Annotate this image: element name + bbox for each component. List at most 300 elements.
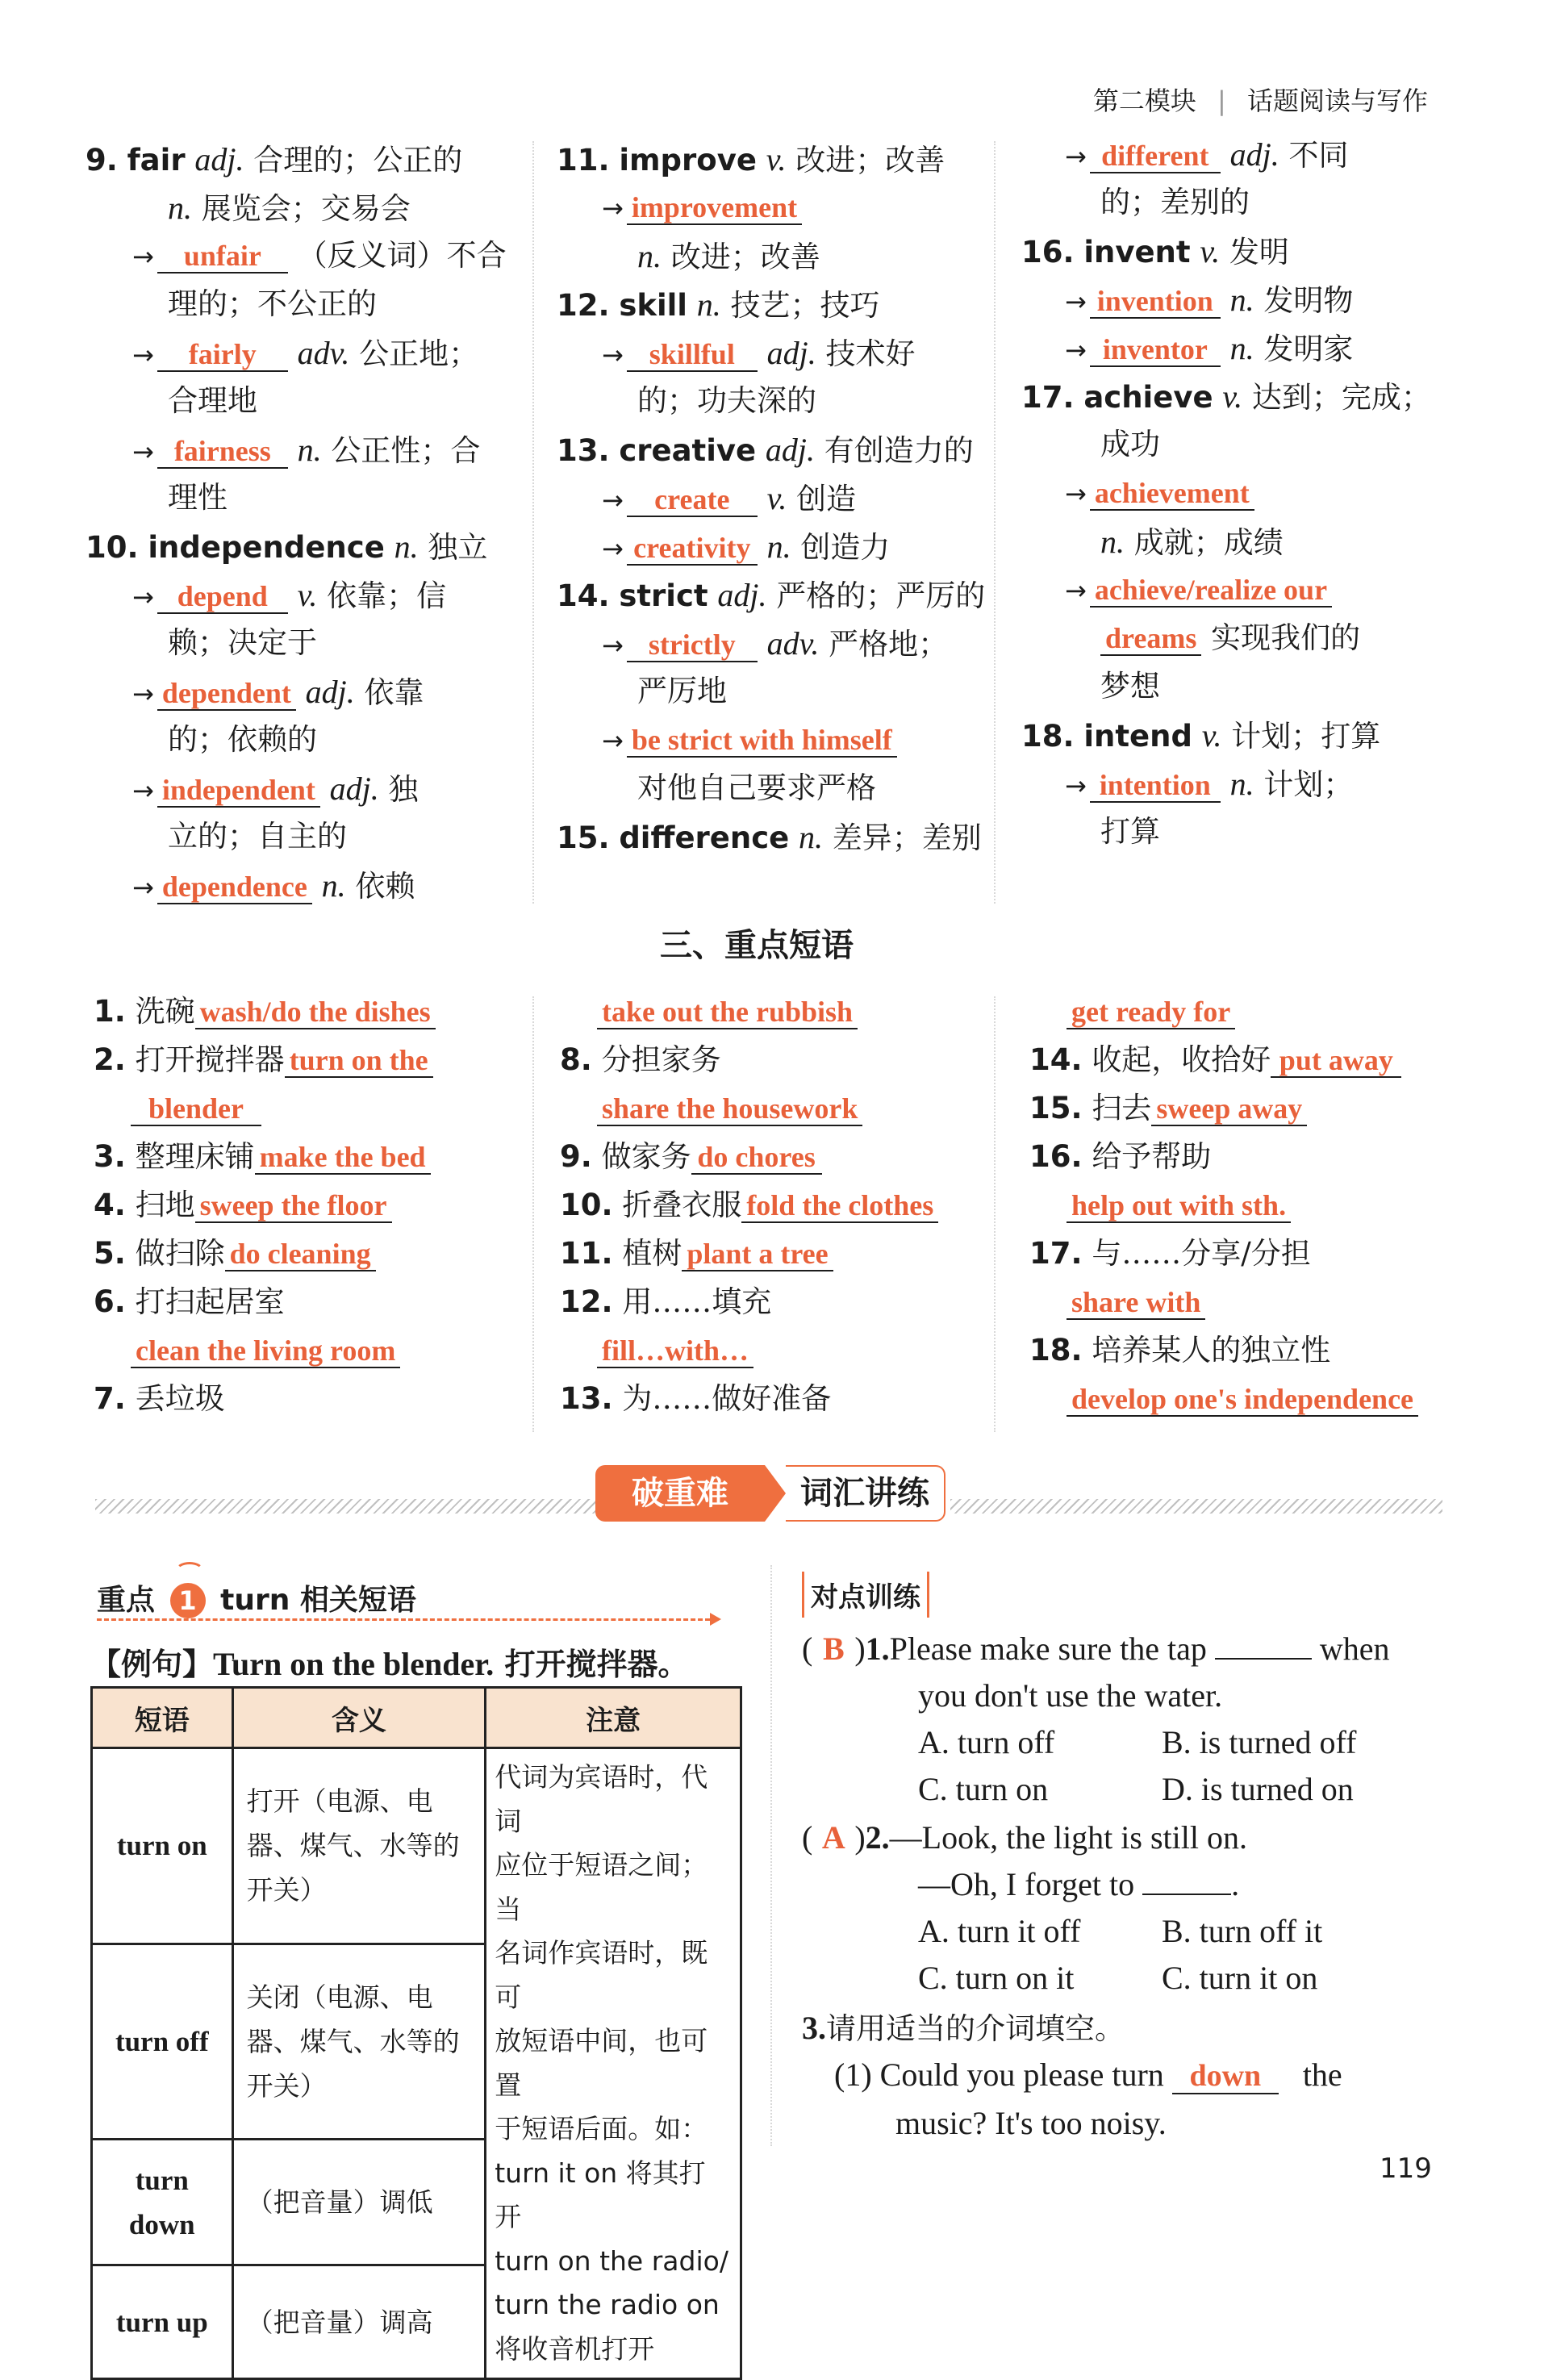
arrow-icon: → bbox=[602, 630, 624, 661]
vocab-line bbox=[86, 528, 488, 565]
phrase-number: 12. bbox=[560, 1284, 613, 1319]
answer-blank: intention bbox=[1090, 770, 1221, 803]
part-of-speech: n. bbox=[696, 286, 721, 323]
phrase-chinese: 打开搅拌器 bbox=[135, 1042, 285, 1077]
option-1b: B. is turned off bbox=[1162, 1724, 1357, 1760]
part-of-speech: adj. bbox=[329, 770, 379, 807]
phrase-line bbox=[1029, 1093, 1307, 1126]
part-of-speech: n. bbox=[321, 867, 346, 904]
part-of-speech: adj. bbox=[765, 432, 816, 468]
answer-blank: fold the clothes bbox=[741, 1191, 938, 1223]
table-cell-phrase: turn off bbox=[92, 1944, 233, 2140]
phrase-chinese: 做家务 bbox=[601, 1139, 691, 1174]
phrase-line bbox=[1067, 996, 1235, 1029]
meaning: 依靠 bbox=[364, 675, 424, 710]
part-of-speech: v. bbox=[1201, 717, 1222, 754]
note-line: 名词作宾语时，既可 bbox=[495, 1937, 708, 2013]
answer-blank: achieve/realize our bbox=[1090, 575, 1332, 608]
arrow-icon: → bbox=[1065, 141, 1087, 172]
phrase-chinese: 给予帮助 bbox=[1092, 1139, 1212, 1174]
meaning: 发明 bbox=[1229, 235, 1289, 269]
answer-blank: make the bed bbox=[255, 1142, 431, 1175]
answer-blank: dependent bbox=[157, 679, 296, 711]
headword: skill bbox=[619, 288, 687, 323]
vocab-line bbox=[168, 722, 317, 757]
meaning: 合理地 bbox=[168, 383, 257, 418]
meaning: 改进；改善 bbox=[670, 240, 820, 274]
part-of-speech: n. bbox=[394, 528, 419, 565]
vocab-line bbox=[132, 579, 446, 614]
answer-blank: take out the rubbish bbox=[597, 997, 858, 1029]
phrase-line bbox=[1029, 1335, 1330, 1365]
keypoint-heading bbox=[97, 1577, 416, 1618]
phrase-line bbox=[597, 1093, 862, 1126]
meaning: 技术好 bbox=[825, 336, 916, 371]
vocab-line bbox=[602, 724, 897, 758]
meaning: 公正地； bbox=[359, 336, 479, 371]
vocab-line bbox=[602, 482, 856, 517]
answer-blank: strictly bbox=[627, 630, 758, 662]
table-header: 短语 bbox=[92, 1688, 233, 1748]
answer-blank: blender bbox=[131, 1094, 261, 1126]
banner-right: 词汇讲练 bbox=[786, 1465, 945, 1522]
answer-1: B bbox=[822, 1631, 845, 1667]
part-of-speech: v. bbox=[1200, 233, 1221, 269]
phrase-chinese: 整理床铺 bbox=[135, 1139, 255, 1174]
phrase-number: 18. bbox=[1029, 1333, 1083, 1367]
answer-blank: invention bbox=[1090, 286, 1221, 319]
answer-blank: put away bbox=[1271, 1046, 1401, 1078]
headword: invent bbox=[1083, 235, 1191, 269]
meaning: 不同 bbox=[1288, 138, 1349, 173]
phrase-chinese: 丢垃圾 bbox=[135, 1381, 225, 1416]
arrow-icon: → bbox=[132, 775, 154, 806]
headword: achieve bbox=[1083, 380, 1213, 415]
entry-number: 13. bbox=[557, 433, 610, 468]
part-of-speech: n. bbox=[766, 528, 791, 565]
phrase-number: 3. bbox=[94, 1139, 126, 1174]
vocab-line bbox=[132, 240, 507, 273]
entry-number: 17. bbox=[1021, 380, 1075, 415]
phrase-line bbox=[94, 996, 436, 1029]
note-line: turn it on 将其打开 bbox=[495, 2157, 706, 2232]
vocab-line bbox=[637, 770, 876, 805]
phrase-line bbox=[597, 1335, 753, 1368]
entry-number: 18. bbox=[1021, 719, 1075, 754]
answer-blank: fill…with… bbox=[597, 1336, 753, 1368]
entry-number: 16. bbox=[1021, 235, 1075, 269]
phrase-chinese: 培养某人的独立性 bbox=[1092, 1333, 1331, 1367]
vocab-line bbox=[168, 383, 257, 418]
answer-blank: get ready for bbox=[1067, 997, 1235, 1029]
answer-blank: do cleaning bbox=[225, 1239, 376, 1271]
answer-3-1: down bbox=[1172, 2061, 1279, 2094]
option-2c: C. turn on it bbox=[918, 1960, 1075, 1996]
phrase-line bbox=[560, 1139, 822, 1175]
phrase-number: 16. bbox=[1029, 1139, 1083, 1174]
part-of-speech: n. bbox=[1229, 330, 1254, 366]
column-divider bbox=[532, 141, 534, 904]
vocab-line bbox=[602, 337, 915, 372]
entry-number: 9. bbox=[86, 143, 118, 177]
section-banner bbox=[595, 1465, 944, 1522]
vocab-line bbox=[1065, 574, 1332, 608]
vocab-line bbox=[1100, 814, 1160, 849]
banner-left: 破重难 bbox=[595, 1465, 765, 1522]
part-of-speech: n. bbox=[1229, 766, 1254, 802]
meaning: 发明物 bbox=[1263, 283, 1354, 318]
example-tag: 【例句】 bbox=[90, 1647, 214, 1682]
meaning: 对他自己要求严格 bbox=[637, 770, 876, 805]
phrase-number: 1. bbox=[94, 994, 126, 1029]
phrase-line bbox=[94, 1381, 225, 1416]
part-of-speech: adv. bbox=[297, 335, 350, 371]
meaning: 严格的；严厉的 bbox=[776, 578, 986, 613]
vocab-line bbox=[557, 579, 985, 612]
part-of-speech: v. bbox=[1222, 378, 1243, 415]
phrase-chinese: 植树 bbox=[622, 1236, 682, 1271]
phrase-number: 10. bbox=[560, 1188, 613, 1222]
vocab-line bbox=[602, 192, 802, 225]
arrow-icon: → bbox=[602, 533, 624, 564]
arrow-icon: → bbox=[1065, 478, 1087, 509]
entry-number: 10. bbox=[86, 530, 139, 565]
meaning: 理性 bbox=[168, 480, 227, 515]
answer-blank: independent bbox=[157, 775, 320, 808]
meaning: 立的；自主的 bbox=[168, 819, 347, 854]
turn-phrase-table bbox=[90, 1686, 742, 2380]
phrase-chinese: 扫地 bbox=[135, 1188, 195, 1222]
meaning: 成功 bbox=[1100, 427, 1160, 461]
phrase-chinese: 打扫起居室 bbox=[135, 1284, 285, 1319]
answer-blank: different bbox=[1090, 141, 1221, 173]
meaning: 计划； bbox=[1263, 767, 1354, 802]
vocab-line bbox=[1100, 526, 1284, 558]
arrow-icon: → bbox=[602, 725, 624, 756]
vocab-line bbox=[168, 819, 347, 854]
arrow-icon: → bbox=[1065, 286, 1087, 317]
meaning: 成就；成绩 bbox=[1133, 525, 1284, 560]
phrase-line bbox=[94, 1139, 431, 1175]
phrase-chinese: 与……分享/分担 bbox=[1092, 1236, 1311, 1271]
answer-blank: fairness bbox=[157, 436, 288, 469]
banner-hatch-left bbox=[95, 1499, 595, 1514]
table-cell-meaning: 打开（电源、电器、煤气、水等的开关） bbox=[232, 1748, 486, 1944]
header-topic: 话题阅读与写作 bbox=[1246, 86, 1428, 116]
option-2b: B. turn off it bbox=[1162, 1913, 1323, 1949]
phrase-line bbox=[131, 1093, 261, 1126]
running-header: 第二模块 | 话题阅读与写作 bbox=[1092, 86, 1428, 116]
meaning: 赖；决定于 bbox=[168, 625, 317, 660]
vocab-line bbox=[132, 434, 480, 469]
meaning: 发明家 bbox=[1263, 332, 1354, 366]
headword: creative bbox=[619, 433, 757, 468]
headword: intend bbox=[1083, 719, 1192, 754]
entry-number: 11. bbox=[557, 143, 610, 177]
meaning: 的；功夫深的 bbox=[637, 383, 816, 418]
vocab-line bbox=[1065, 332, 1353, 367]
headword: strict bbox=[619, 578, 708, 613]
vocab-line bbox=[1065, 768, 1353, 803]
table-header: 含义 bbox=[232, 1688, 486, 1748]
question-1: ( B )1.Please make sure the tap when bbox=[802, 1631, 1390, 1667]
headword: fair bbox=[127, 143, 186, 177]
vocab-line bbox=[557, 286, 880, 323]
answer-blank: wash/do the dishes bbox=[195, 997, 436, 1029]
vocab-line bbox=[132, 770, 419, 808]
vocab-line bbox=[1021, 717, 1381, 754]
vocab-line bbox=[1065, 136, 1349, 173]
phrase-number: 2. bbox=[94, 1042, 126, 1077]
question-2-line2: —Oh, I forget to . bbox=[918, 1866, 1240, 1902]
vocab-line bbox=[557, 434, 974, 466]
answer-blank: turn on the bbox=[285, 1046, 433, 1078]
vocab-line bbox=[1021, 378, 1431, 415]
meaning: 依赖 bbox=[355, 869, 415, 904]
answer-blank: help out with sth. bbox=[1067, 1191, 1291, 1223]
table-cell-meaning: 关闭（电源、电器、煤气、水等的开关） bbox=[232, 1944, 486, 2140]
meaning: 技艺；技巧 bbox=[730, 288, 880, 323]
question-3-sub1-line2: music? It's too noisy. bbox=[895, 2105, 1167, 2141]
phrase-line bbox=[560, 1238, 833, 1271]
meaning: 独立 bbox=[428, 530, 488, 565]
note-line: 应位于短语之间；当 bbox=[495, 1849, 708, 1925]
arrow-head-icon bbox=[710, 1613, 721, 1626]
arrow-icon: → bbox=[132, 436, 154, 467]
arrow-icon: → bbox=[1065, 770, 1087, 801]
part-of-speech: n. bbox=[297, 432, 322, 468]
phrase-number: 9. bbox=[560, 1139, 592, 1174]
part-of-speech: v. bbox=[766, 480, 787, 516]
example-cn: 打开搅拌器。 bbox=[504, 1647, 689, 1682]
vocab-line bbox=[168, 625, 317, 660]
arrow-icon: → bbox=[132, 340, 154, 370]
phrase-chinese: 洗碗 bbox=[135, 994, 195, 1029]
option-1d: D. is turned on bbox=[1162, 1771, 1354, 1807]
table-cell-meaning: （把音量）调低 bbox=[232, 2140, 486, 2265]
phrase-line bbox=[131, 1335, 400, 1368]
note-line: turn on the radio/ bbox=[495, 2244, 728, 2277]
example-sentence bbox=[90, 1639, 689, 1684]
meaning: 有创造力的 bbox=[824, 433, 974, 468]
meaning: 的；差别的 bbox=[1100, 185, 1250, 219]
phrase-line bbox=[560, 1381, 832, 1416]
part-of-speech: adj. bbox=[194, 141, 244, 177]
vocab-line bbox=[1100, 669, 1160, 704]
table-cell-meaning: （把音量）调高 bbox=[232, 2265, 486, 2379]
column-divider bbox=[770, 1565, 772, 2146]
meaning: 依靠；信 bbox=[327, 578, 447, 613]
meaning: 改进；改善 bbox=[795, 143, 945, 177]
note-line: 于短语后面。如： bbox=[495, 2113, 708, 2144]
vocab-line bbox=[132, 337, 478, 372]
phrase-number: 11. bbox=[560, 1236, 613, 1271]
phrase-number: 14. bbox=[1029, 1042, 1083, 1077]
meaning: 创造 bbox=[796, 482, 857, 516]
phrase-line bbox=[1067, 1384, 1418, 1417]
part-of-speech: n. bbox=[168, 190, 192, 226]
part-of-speech: adj. bbox=[717, 577, 767, 613]
phrase-line bbox=[94, 1042, 433, 1078]
phrase-line bbox=[94, 1284, 285, 1319]
meaning: （反义词）不合 bbox=[297, 238, 507, 273]
arrow-icon: → bbox=[132, 241, 154, 272]
section-title: 三、重点短语 bbox=[660, 927, 854, 964]
column-divider bbox=[994, 141, 996, 904]
header-module: 第二模块 bbox=[1092, 86, 1196, 116]
column-divider bbox=[532, 996, 534, 1432]
vocab-line bbox=[168, 480, 227, 515]
table-cell-phrase: turn up bbox=[92, 2265, 233, 2379]
keypoint-title: turn 相关短语 bbox=[220, 1584, 416, 1617]
part-of-speech: n. bbox=[1100, 524, 1125, 560]
part-of-speech: adj. bbox=[305, 674, 355, 710]
meaning: 展览会；交易会 bbox=[201, 191, 411, 226]
phrase-chinese: 为……做好准备 bbox=[622, 1381, 832, 1416]
arrow-icon: → bbox=[132, 872, 154, 903]
vocab-line bbox=[637, 240, 820, 273]
answer-blank: creativity bbox=[627, 533, 758, 566]
entry-number: 15. bbox=[557, 820, 610, 855]
phrase-line bbox=[560, 1284, 772, 1319]
page-number: 119 bbox=[1380, 2152, 1432, 2185]
keypoint-dashed-arrow bbox=[97, 1618, 710, 1621]
keypoint-label: 重点 bbox=[97, 1584, 156, 1617]
table-header: 注意 bbox=[486, 1688, 741, 1748]
vocab-line bbox=[557, 141, 945, 177]
arrow-icon: → bbox=[1065, 575, 1087, 606]
option-2a: A. turn it off bbox=[918, 1913, 1081, 1949]
phrase-chinese: 分担家务 bbox=[601, 1042, 721, 1077]
headword: independence bbox=[148, 530, 385, 565]
part-of-speech: adj. bbox=[1229, 136, 1279, 173]
answer-blank: be strict with himself bbox=[627, 725, 897, 758]
part-of-speech: v. bbox=[297, 577, 318, 613]
meaning: 公正性；合 bbox=[331, 433, 481, 468]
vocab-line bbox=[1065, 478, 1254, 511]
phrase-chinese: 做扫除 bbox=[135, 1236, 225, 1271]
phrase-number: 5. bbox=[94, 1236, 126, 1271]
phrase-number: 4. bbox=[94, 1188, 126, 1222]
vocab-line bbox=[86, 141, 463, 177]
phrase-line bbox=[1067, 1190, 1291, 1223]
phrase-line bbox=[94, 1190, 392, 1223]
answer-blank: dreams bbox=[1100, 624, 1201, 656]
answer-blank: depend bbox=[157, 582, 288, 614]
phrase-number: 8. bbox=[560, 1042, 592, 1077]
entry-number: 12. bbox=[557, 288, 610, 323]
option-1c: C. turn on bbox=[918, 1771, 1049, 1807]
vocab-line bbox=[1065, 284, 1353, 319]
phrase-number: 17. bbox=[1029, 1236, 1083, 1271]
answer-blank: achievement bbox=[1090, 478, 1254, 511]
meaning: 打算 bbox=[1100, 814, 1160, 849]
table-cell-phrase: turn on bbox=[92, 1748, 233, 1944]
meaning: 实现我们的 bbox=[1211, 620, 1361, 655]
part-of-speech: n. bbox=[799, 819, 824, 855]
answer-blank: improvement bbox=[627, 193, 802, 225]
phrase-chinese: 收起，收拾好 bbox=[1092, 1042, 1271, 1077]
headword: difference bbox=[619, 820, 790, 855]
answer-blank: sweep the floor bbox=[195, 1191, 392, 1223]
signal-icon bbox=[175, 1562, 204, 1580]
answer-blank: skillful bbox=[627, 340, 758, 372]
meaning: 的；依赖的 bbox=[168, 722, 317, 757]
answer-blank: do chores bbox=[691, 1142, 822, 1175]
banner-arrow bbox=[765, 1465, 786, 1522]
part-of-speech: v. bbox=[766, 141, 787, 177]
meaning: 严厉地 bbox=[637, 674, 727, 708]
arrow-icon: → bbox=[132, 582, 154, 612]
meaning: 创造力 bbox=[800, 530, 891, 565]
vocab-line bbox=[557, 821, 982, 854]
arrow-icon: → bbox=[132, 679, 154, 709]
part-of-speech: adv. bbox=[766, 625, 820, 662]
answer-blank: share the housework bbox=[597, 1094, 862, 1126]
answer-blank: develop one's independence bbox=[1067, 1384, 1418, 1417]
vocab-line bbox=[132, 867, 415, 904]
note-line: 代词为宾语时，代词 bbox=[495, 1761, 708, 1837]
vocab-line bbox=[1100, 620, 1361, 656]
answer-blank: plant a tree bbox=[682, 1239, 833, 1271]
phrase-line bbox=[94, 1238, 376, 1271]
note-line: turn the radio on bbox=[495, 2289, 720, 2320]
phrase-line bbox=[597, 996, 858, 1029]
phrase-chinese: 扫去 bbox=[1092, 1091, 1152, 1125]
meaning: 合理的；公正的 bbox=[253, 143, 463, 177]
table-cell-note bbox=[486, 1748, 741, 2379]
arrow-icon: → bbox=[602, 193, 624, 223]
keypoint-number-badge: 1 bbox=[170, 1583, 206, 1618]
option-2d: C. turn it on bbox=[1162, 1960, 1318, 1996]
meaning: 梦想 bbox=[1100, 669, 1160, 704]
answer-blank: clean the living room bbox=[131, 1336, 400, 1368]
answer-2: A bbox=[821, 1819, 845, 1856]
option-1a: A. turn off bbox=[918, 1724, 1055, 1760]
vocab-line bbox=[637, 383, 816, 418]
example-en: Turn on the blender. bbox=[213, 1646, 495, 1682]
banner-hatch-right bbox=[950, 1499, 1442, 1514]
headword: improve bbox=[619, 143, 757, 177]
phrase-number: 6. bbox=[94, 1284, 126, 1319]
note-line: 放短语中间，也可置 bbox=[495, 2025, 708, 2101]
answer-blank: dependence bbox=[157, 872, 312, 904]
vocab-line bbox=[132, 676, 424, 711]
vocab-line bbox=[637, 676, 727, 706]
arrow-icon: → bbox=[602, 340, 624, 370]
meaning: 理的；不公正的 bbox=[168, 286, 377, 321]
vocab-line bbox=[1100, 187, 1250, 217]
table-cell-phrase: turn down bbox=[92, 2140, 233, 2265]
answer-blank: unfair bbox=[157, 241, 288, 273]
part-of-speech: n. bbox=[637, 238, 662, 274]
arrow-icon: → bbox=[1065, 335, 1087, 365]
phrase-number: 7. bbox=[94, 1381, 126, 1416]
vocab-line bbox=[168, 286, 377, 321]
phrase-chinese: 用……填充 bbox=[622, 1284, 772, 1319]
meaning: 差异；差别 bbox=[832, 820, 982, 855]
meaning: 达到；完成； bbox=[1251, 380, 1431, 415]
practice-title: 对点训练 bbox=[802, 1572, 929, 1618]
part-of-speech: adj. bbox=[766, 335, 816, 371]
note-line: 将收音机打开 bbox=[495, 2332, 655, 2365]
answer-blank: create bbox=[627, 485, 758, 517]
vocab-line bbox=[1021, 233, 1289, 269]
vocab-line bbox=[1100, 429, 1160, 459]
question-1-line2: you don't use the water. bbox=[918, 1677, 1223, 1714]
answer-blank: fairly bbox=[157, 340, 288, 372]
part-of-speech: n. bbox=[1229, 282, 1254, 318]
